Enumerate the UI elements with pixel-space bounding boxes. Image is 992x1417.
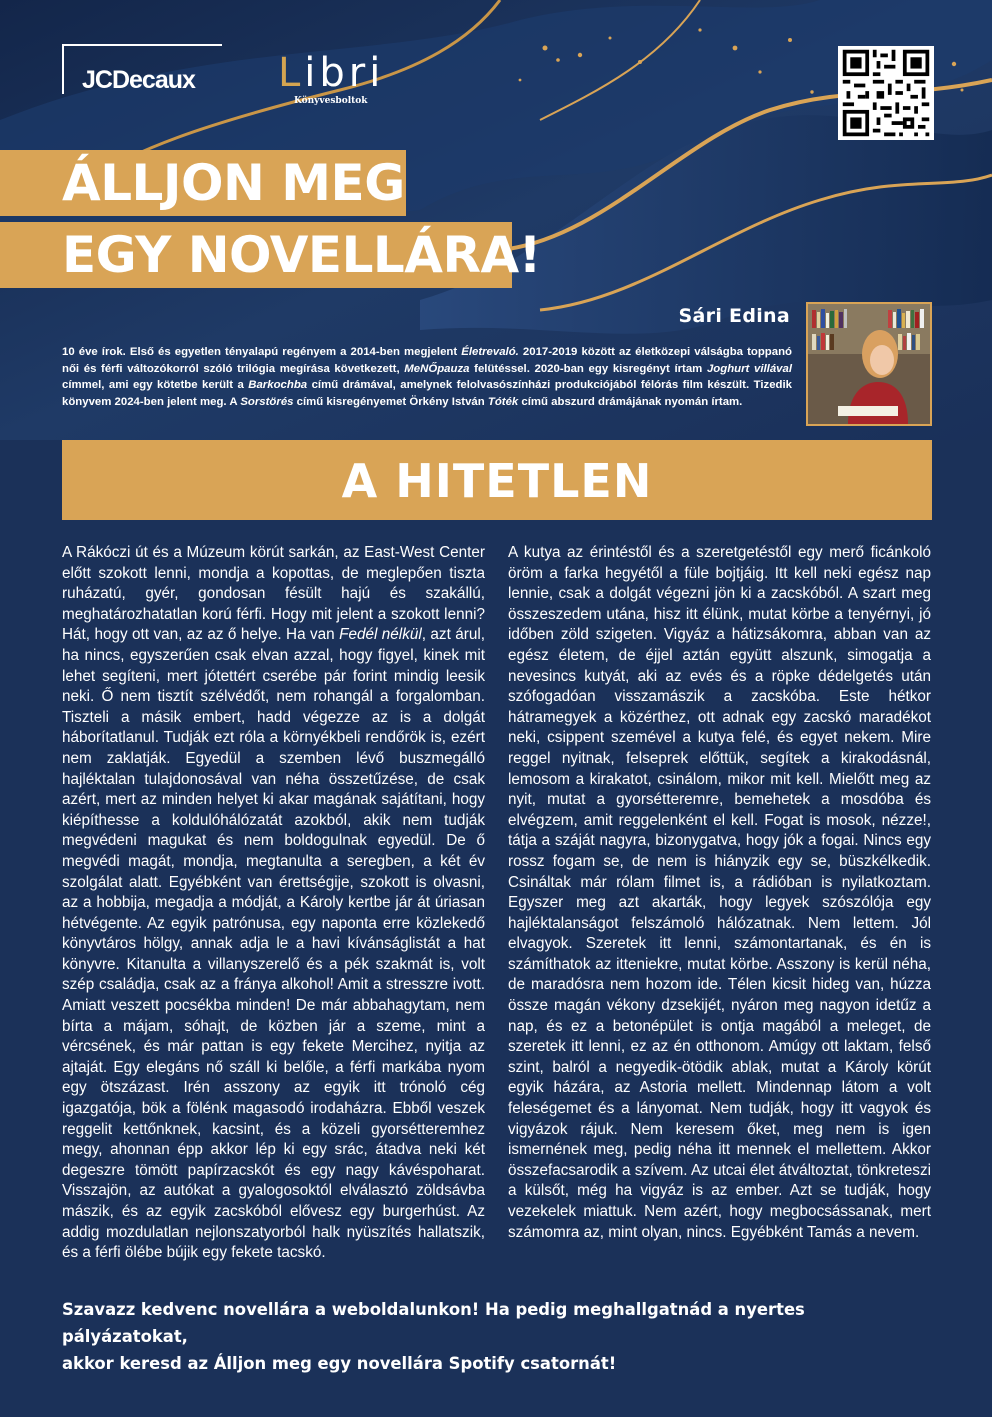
headline-line-2: EGY NOVELLÁRA! [0, 222, 512, 288]
call-to-action [62, 1296, 932, 1377]
story-title: A HITETLEN [62, 440, 932, 520]
author-photo [806, 302, 932, 426]
headline-line-1: ÁLLJON MEG [0, 150, 406, 216]
story-text-right: A kutya az érintéstől és a szeretgetéstől egy merő ficánkoló öröm a farka hegyétől a füle bojtjáig. Itt kell neki egész nap lennie, csak a dolgát végezni jön ki a zacskóból. A szart meg összeszedem utána, hisz itt élünk, mutat körbe a tenyérnyi, jó időben zöld szigeten. Vigyáz a hátizsákomra, abban van az egész életem, de éjjel aztán együtt alszunk, simogatja a nevesincs kutyát, aki az evés és a röpke dédelgetés után szófogadóan visszamászik a zacskóba. Este hétkor hátramegyek a közérthez, ott adnak egy zacskó maradékot neki, csippent szemével a kutya felé, és egyet nekem. Mire reggel nyitnak, felseprek előttük, segítek a kirakodásnál, lemosom a kirakatot, csinálom, mikor mit kell. Mielőtt meg az nyit, mutat a gyorsétteremre, bemehetek a mosdóba és elvégzem, amit reggelenként el kell. Fogat is mosok, nézze!, tátja a száját nagyra, bizonygatva, hogy jók a fogai. Nincs egy rossz fogam se, de nem is hiányzik egy se, büszkélkedik. Csináltak már rólam filmet is, a rádióban is nyilatkoztam. Egyszer meg azt akarták, hogy legyek szószólója egy hajléktalanságot felszámoló hálózatnak. Nem lettem. Jól elvagyok. Szeretek itt lenni, számontartanak, és én is számíthatok az itteniekre, mutat körbe. Asszony is kerül néha, de maradósra nem hozom ide. Télen kicsit hideg van, húzza össze magán vékony dzsekijét, nyáron meg nagyon idetűz a nap, és ez a betonépület is ontja magából a meleget, de szeretek itt lenni, ez az én otthonom. Amúgy ott laktam, felső szint, balról a negyedik-ötödik ablak, mutat a Károly körút egyik házára, az Astoria mellett. Mindennap látom a volt feleségemet és a lányomat. Nem tudják, hogy itt vagyok és vigyázok rájuk. Nem keresem őket, meg nem is igen ismernének meg, pedig néha itt mennek el mellettem. Akkor összefacsarodik a szívem. Az utcai élet átváltoztat, tönkreteszi a külsőt, még ha vigyáz is az ember. Azt se tudják, hogy vezekelek miattuk. Nem azért, hogy megbocsássanak, mert számomra az, mint olyan, nincs. Egyébként Tamás a nevem. [508, 544, 931, 1241]
author-portrait [808, 304, 930, 424]
libri-logo-subtitle: Könyvesboltok [294, 96, 368, 106]
libri-logo-wordmark: Libri [278, 50, 385, 96]
story-column-left [62, 543, 485, 1264]
cta-line-2: akkor keresd az Álljon meg egy novellára Spotify csatornát! [62, 1354, 617, 1373]
qr-code-graphic [838, 46, 934, 140]
author-bio-text: 10 éve írok. Első és egyetlen tényalapú regényem a 2014-ben megjelent Életrevaló. 2017-2019 között az életközepi válságba toppanó női és férfi változókorról szóló trilógia megírása következett, MeNŐpauza felütéssel. 2020-ban egy kisregényt írtam Joghurt villával címmel, ami egy kötetbe került a Barkochba című drámával, amelynek felolvasószínházi produkciójából félórás film készült. Tizedik könyvem 2024-ben jelent meg. A Sorstörés című kisregényemet Örkény István Tóték című abszurd drámájának nyomán írtam. [62, 346, 792, 408]
qr-code-icon[interactable] [838, 46, 934, 140]
author-bio [62, 344, 792, 410]
jcdecaux-logo [62, 44, 222, 94]
jcdecaux-logo-text: JCDecaux [82, 66, 195, 94]
story-text-left: A Rákóczi út és a Múzeum körút sarkán, az East-West Center előtt szokott lenni, mondja a kopottas, de meglepően tiszta ruházatú, gyér, gondosan fésült hajú és szakállú, meghatározhatatlan korú férfi. Hogy mit jelent a szokott lenni? Hát, hogy ott van, az az ő helye. Ha van Fedél nélkül, azt árul, ha nincs, egyszerűen csak elvan azzal, hogy figyel, kinek mit lehet segíteni, mert jótettért cserébe pár forint mindig leesik neki. Ő nem tisztít szélvédőt, nem rohangál a forgalomban. Tiszteli a másik embert, hadd végezze az is a dolgát háborítatlanul. Tudják ezt róla a környékbeli rendőrök is, ezért nem zaklatják. Egyedül a szemben lévő buszmegálló hajléktalan tulajdonosával van néha összetűzése, de csak azért, mert az minden helyet ki akar magának sajátítani, hogy kiépíthesse a koldulóhálózatát azokból, akik nem tudják megvédeni magukat és nem boldogulnak egyedül. De ő megvédi magát, mondja, megtanulta a seregben, a két év szolgálat alatt. Egyébként van érettségije, szokott is olvasni, az a hobbija, megadja a módját, a Károly kertbe jár át úriasan hétvégente. Az egyik patrónusa, egy naponta erre közlekedő könyvtáros hölgy, annak adja le a havi kívánságlistát a hat könyvre. Kitanulta a villanyszerelő és a pék szakmát is, volt szép családja, csak az a fránya alkohol! Amit a stresszre ivott. Amiatt veszett pocsékba minden! De már abbahagytam, nem bírta a májam, sóhajt, de közben jár a szeme, mint a vércsének, és már pattan is egy fekete Mercihez, nyitja az ajtaját. Egy elegáns nő száll ki belőle, a férfi markába nyom egy ötszázast. Irén asszony az egyik itt trónoló cég igazgatója, bök a fölénk magasodó irodaházra. Ebből veszek reggelit kettőnknek, kacsint, és a közeli gyorsétteremhez megy, ahonnan épp akkor lép ki egy srác, átadva neki két degeszre tömött papírzacskót és egy nagy kávéspoharat. Visszajön, az autókat a gyalogosoktól elválasztó zöldsávba mászik, és az egyik zacskóból elővesz egy burgerhúst. Az addig mozdulatlan nejlonszatyorból halk nyüszítés hallatszik, és a férfi ölébe bújik egy fekete tacskó. [62, 544, 485, 1262]
author-name: Sári Edina [678, 305, 790, 327]
story-column-right [508, 543, 931, 1243]
cta-line-1: Szavazz kedvenc novellára a weboldalunkon! Ha pedig meghallgatnád a nyertes pályázatokat, [62, 1300, 805, 1346]
libri-logo [276, 50, 396, 110]
